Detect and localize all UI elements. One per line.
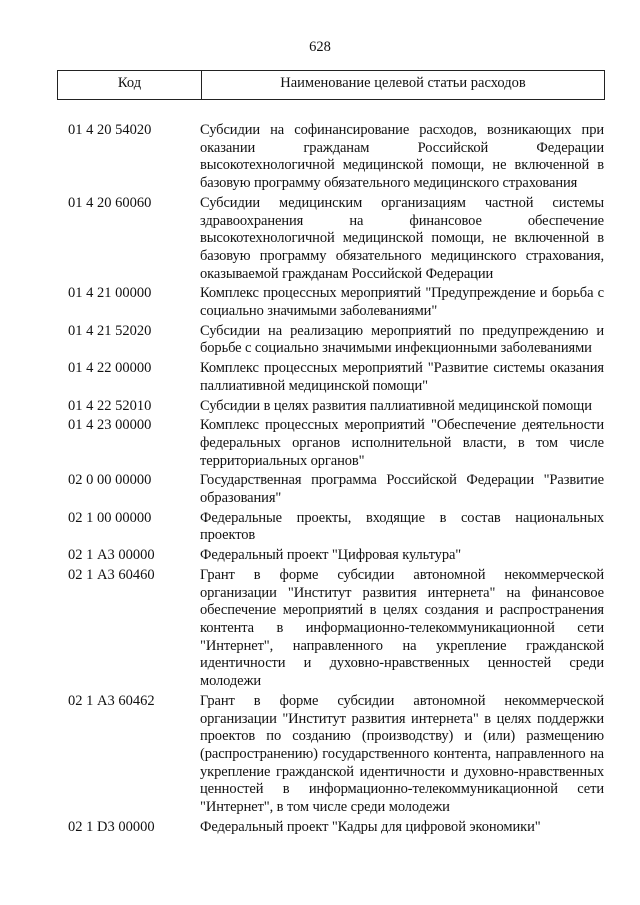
row-code: 01 4 22 00000 xyxy=(68,360,152,377)
name-column-header: Наименование целевой статьи расходов xyxy=(280,75,526,91)
row-name: Субсидии медицинским организациям частной системы здравоохранения на финансовое обеспечение высокотехнологичной медицинской помощи, не включенной в базовую программу обязательного медицинского страхования, оказываемой гражданам Российской Федерации xyxy=(200,194,604,282)
table-row xyxy=(0,693,640,817)
row-code: 01 4 21 00000 xyxy=(68,285,152,302)
table-row xyxy=(0,819,640,837)
row-name: Комплекс процессных мероприятий "Развитие системы оказания паллиативной медицинской помощи" xyxy=(200,360,604,394)
table-header xyxy=(57,70,605,100)
row-name: Грант в форме субсидии автономной некоммерческой организации "Институт развития интернета" в целях поддержки проектов по созданию (производству) и (или) размещению (распространению) государственного контента, направленного на укрепление гражданской идентичности и духовно-нравственных ценностей в информационно-телекоммуникационной сети "Интернет", в том числе среди молодежи xyxy=(200,692,604,816)
table-row xyxy=(0,547,640,565)
budget-items-list xyxy=(0,122,640,838)
row-name: Субсидии в целях развития паллиативной медицинской помощи xyxy=(200,397,592,414)
row-code: 02 1 00 00000 xyxy=(68,509,152,526)
row-name: Грант в форме субсидии автономной некоммерческой организации "Институт развития интернета" на финансовое обеспечение мероприятий в целях создания и распространения контента в информационно-телекоммуникационной сети "Интернет", направленного на укрепление гражданской идентичности и духовно-нравственных ценностей среди молодежи xyxy=(200,566,604,690)
row-code: 02 1 А3 60460 xyxy=(68,566,155,583)
row-code: 01 4 21 52020 xyxy=(68,322,152,339)
code-column-header: Код xyxy=(58,71,202,99)
row-name: Федеральный проект "Цифровая культура" xyxy=(200,547,462,564)
row-name: Федеральный проект "Кадры для цифровой экономики" xyxy=(200,818,541,835)
row-name: Субсидии на софинансирование расходов, возникающих при оказании гражданам Российской Федерации высокотехнологичной медицинской помощи, не включенной в базовую программу обязательного медицинского страхования xyxy=(200,122,604,192)
row-code: 02 1 D3 00000 xyxy=(68,818,155,835)
row-code: 02 0 00 00000 xyxy=(68,472,152,489)
table-row xyxy=(0,323,640,358)
row-name: Субсидии на реализацию мероприятий по предупреждению и борьбе с социально значимыми инфекционными заболеваниями xyxy=(200,322,604,357)
table-row xyxy=(0,398,640,416)
table-row xyxy=(0,285,640,320)
table-row xyxy=(0,417,640,470)
table-row xyxy=(0,567,640,691)
row-code: 01 4 22 52010 xyxy=(68,397,152,414)
row-code: 01 4 20 54020 xyxy=(68,122,152,138)
row-code: 02 1 А3 00000 xyxy=(68,547,155,564)
row-name: Государственная программа Российской Федерации "Развитие образования" xyxy=(200,472,604,507)
row-code: 02 1 А3 60462 xyxy=(68,692,155,709)
row-name: Комплекс процессных мероприятий "Предупреждение и борьба с социально значимыми заболеваниями" xyxy=(200,285,604,320)
table-row xyxy=(0,472,640,507)
table-row xyxy=(0,195,640,284)
table-row xyxy=(0,122,640,193)
row-code: 01 4 20 60060 xyxy=(68,194,152,211)
page-number: 628 xyxy=(309,39,331,55)
row-name: Комплекс процессных мероприятий "Обеспечение деятельности федеральных органов исполнительной власти, в том числе территориальных органов" xyxy=(200,417,604,469)
row-name: Федеральные проекты, входящие в состав национальных проектов xyxy=(200,509,604,544)
table-row xyxy=(0,510,640,545)
row-code: 01 4 23 00000 xyxy=(68,417,152,434)
table-row xyxy=(0,360,640,395)
